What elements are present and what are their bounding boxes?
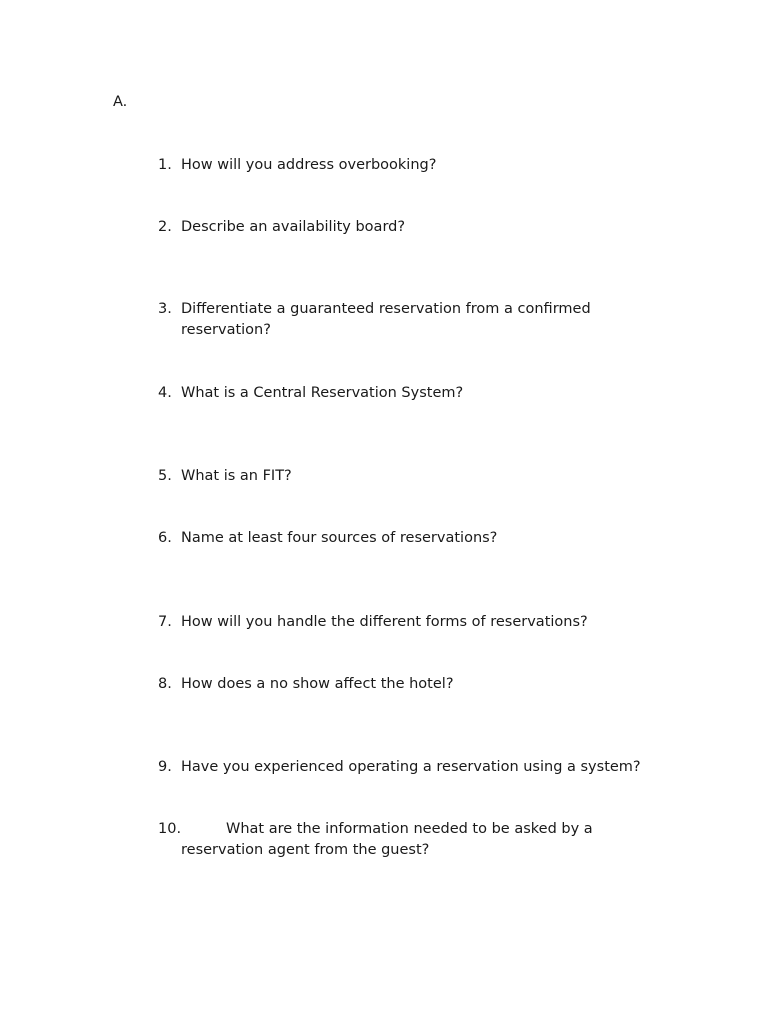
question-number: 10.	[158, 821, 182, 837]
question-text: How will you handle the different forms of reservations?	[181, 614, 588, 630]
question-number: 2.	[158, 219, 172, 235]
question-number: 8.	[158, 676, 172, 692]
question-number: 9.	[158, 759, 172, 775]
question-text: What is a Central Reservation System?	[181, 385, 464, 401]
question-number: 1.	[158, 157, 172, 173]
question-item	[158, 674, 678, 695]
question-number: 4.	[158, 385, 172, 401]
question-item	[158, 217, 678, 238]
question-text: Have you experienced operating a reservation using a system?	[181, 759, 641, 775]
question-text: Differentiate a guaranteed reservation from a confirmed reservation?	[181, 301, 591, 338]
question-item	[158, 819, 678, 861]
question-text: What is an FIT?	[181, 468, 292, 484]
question-number: 6.	[158, 530, 172, 546]
question-item	[158, 383, 678, 404]
question-item	[158, 155, 678, 176]
section-label: A.	[113, 94, 128, 110]
question-item	[158, 299, 678, 341]
question-text: What are the information needed to be asked by a reservation agent from the guest?	[181, 821, 593, 858]
question-item	[158, 466, 678, 487]
question-text: How does a no show affect the hotel?	[181, 676, 454, 692]
question-item	[158, 757, 678, 778]
question-text: Name at least four sources of reservations?	[181, 530, 498, 546]
question-number: 7.	[158, 614, 172, 630]
question-number: 3.	[158, 301, 172, 317]
question-text: Describe an availability board?	[181, 219, 406, 235]
question-item	[158, 528, 678, 549]
question-item	[158, 612, 678, 633]
question-number: 5.	[158, 468, 172, 484]
question-text: How will you address overbooking?	[181, 157, 437, 173]
